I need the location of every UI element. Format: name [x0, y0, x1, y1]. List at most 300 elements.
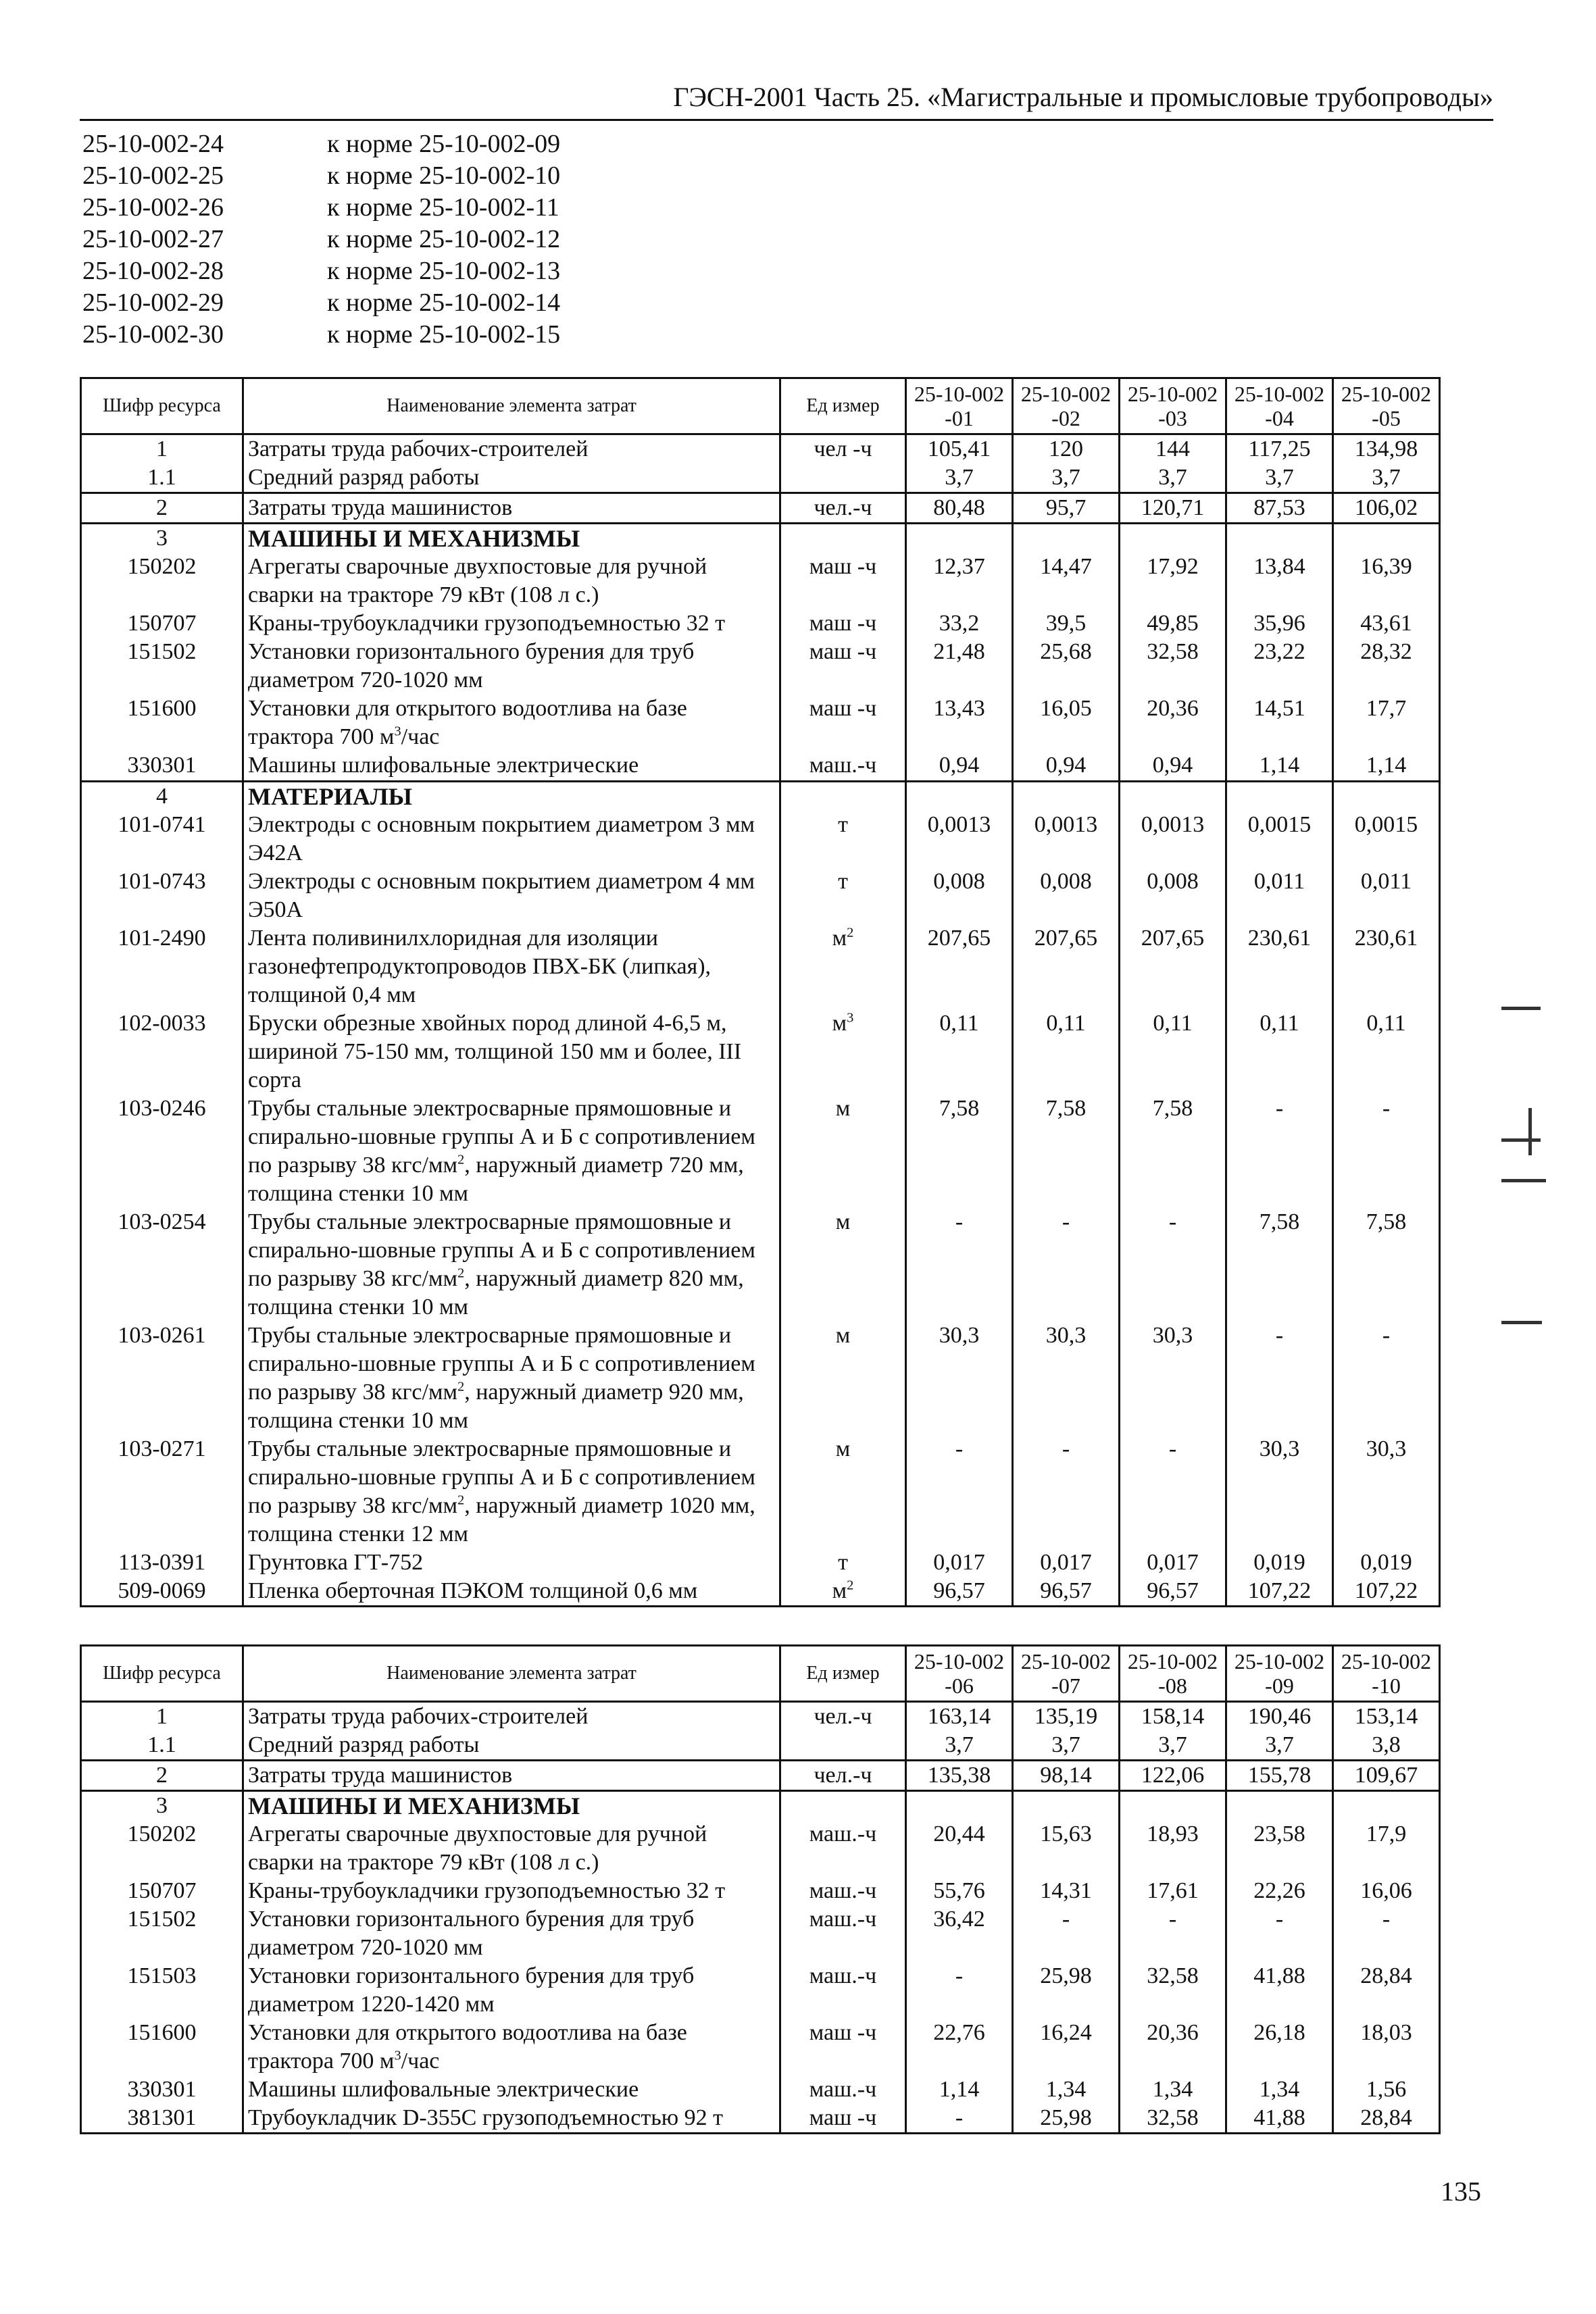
table-row	[81, 1761, 1440, 1791]
norm-value: 0,94	[906, 751, 1013, 781]
table-row	[81, 695, 1440, 751]
cost-element-name	[243, 1731, 780, 1761]
norm-value	[1226, 524, 1333, 553]
unit-text: т	[838, 868, 848, 894]
resource-code: 151502	[81, 1905, 243, 1962]
norm-value: 7,58	[1013, 1095, 1120, 1208]
cost-element-name	[243, 1761, 780, 1791]
resource-code: 151600	[81, 695, 243, 751]
resource-table-1	[80, 377, 1441, 1607]
name-tail: , наружный диаметр 820 мм, толщина стенки 10 мм	[248, 1265, 744, 1319]
unit-text: м	[835, 1095, 851, 1121]
unit-of-measure	[780, 1435, 906, 1549]
cost-element-name	[243, 2104, 780, 2134]
norm-value: 96,57	[1120, 1577, 1226, 1607]
norm-value: 1,14	[1333, 751, 1440, 781]
norm-value: -	[1013, 1905, 1120, 1962]
resource-code: 381301	[81, 2104, 243, 2134]
cost-element-name	[243, 1820, 780, 1877]
name-text: Трубы стальные электросварные прямошовные и спирально-шовные группы А и Б с сопротивлением по разрыву 38 кгс/мм	[248, 1209, 755, 1291]
cost-element-name	[243, 609, 780, 638]
table-row	[81, 2104, 1440, 2134]
reference-text: к норме 25-10-002-13	[327, 257, 561, 285]
cost-element-name	[243, 867, 780, 924]
norm-value: 0,008	[906, 867, 1013, 924]
reference-row	[82, 192, 560, 224]
unit-of-measure	[780, 493, 906, 524]
header-norm-column: 25-10-002-09	[1226, 1646, 1333, 1702]
cost-element-name	[243, 1009, 780, 1095]
name-text: Затраты труда рабочих-строителей	[248, 436, 589, 461]
norm-value: 22,76	[906, 2019, 1013, 2076]
name-text: Средний разряд работы	[248, 465, 480, 490]
norm-value: 16,39	[1333, 553, 1440, 609]
norm-value: 153,14	[1333, 1702, 1440, 1732]
unit-of-measure	[780, 867, 906, 924]
table-row	[81, 1577, 1440, 1607]
table-row	[81, 1549, 1440, 1577]
norm-value: 158,14	[1120, 1702, 1226, 1732]
unit-of-measure	[780, 1095, 906, 1208]
norm-value: 96,57	[906, 1577, 1013, 1607]
cost-element-name	[243, 1905, 780, 1962]
unit-of-measure	[780, 1905, 906, 1962]
norm-value	[906, 781, 1013, 811]
norm-value: 7,58	[1333, 1208, 1440, 1322]
norm-value: 0,11	[1333, 1009, 1440, 1095]
reference-row	[82, 160, 560, 192]
norm-value: 0,008	[1120, 867, 1226, 924]
norm-value: 33,2	[906, 609, 1013, 638]
unit-superscript: 2	[847, 1578, 854, 1593]
reference-code: 25-10-002-28	[82, 257, 224, 285]
cost-element-name	[243, 1322, 780, 1435]
unit-of-measure	[780, 1877, 906, 1905]
norm-value: 20,44	[906, 1820, 1013, 1877]
reference-row	[82, 287, 560, 319]
norm-value: 17,92	[1120, 553, 1226, 609]
norm-value	[1120, 781, 1226, 811]
norm-value	[1226, 781, 1333, 811]
table-row	[81, 493, 1440, 524]
unit-of-measure	[780, 609, 906, 638]
unit-superscript: 3	[847, 1010, 854, 1026]
cost-element-name	[243, 638, 780, 695]
reference-row	[82, 224, 560, 255]
scan-artifact	[1501, 1007, 1541, 1010]
norm-value: 17,7	[1333, 695, 1440, 751]
reference-text: к норме 25-10-002-12	[327, 225, 561, 253]
unit-text: маш.-ч	[809, 1963, 877, 1988]
norm-value: 117,25	[1226, 434, 1333, 464]
resource-code: 150707	[81, 609, 243, 638]
norm-value: 0,019	[1333, 1549, 1440, 1577]
name-text: Машины шлифовальные электрические	[248, 753, 639, 778]
norm-value: 13,43	[906, 695, 1013, 751]
header-norm-column: 25-10-002-02	[1013, 378, 1120, 434]
norm-value: 0,11	[906, 1009, 1013, 1095]
running-header: ГЭСН-2001 Часть 25. «Магистральные и промысловые трубопроводы»	[673, 82, 1493, 112]
norm-value: 3,7	[1333, 463, 1440, 493]
cost-element-name	[243, 1877, 780, 1905]
cost-element-name	[243, 2076, 780, 2104]
header-cost-element: Наименование элемента затрат	[243, 378, 780, 434]
norm-value: -	[1333, 1905, 1440, 1962]
resource-code: 103-0261	[81, 1322, 243, 1435]
scan-artifact	[1501, 1321, 1542, 1324]
header-row	[81, 1646, 1440, 1702]
norm-value: 30,3	[1226, 1435, 1333, 1549]
header-cost-element: Наименование элемента затрат	[243, 1646, 780, 1702]
unit-of-measure	[780, 811, 906, 867]
norm-value: 135,19	[1013, 1702, 1120, 1732]
reference-text: к норме 25-10-002-10	[327, 161, 561, 190]
norm-value: 15,63	[1013, 1820, 1120, 1877]
header-norm-column: 25-10-002-03	[1120, 378, 1226, 434]
reference-text: к норме 25-10-002-15	[327, 320, 561, 349]
unit-of-measure	[780, 524, 906, 553]
resource-code: 150202	[81, 553, 243, 609]
cost-element-name	[243, 493, 780, 524]
resource-code: 4	[81, 781, 243, 811]
cost-element-name	[243, 1702, 780, 1732]
unit-of-measure	[780, 2019, 906, 2076]
norm-value: 0,0013	[1120, 811, 1226, 867]
unit-of-measure	[780, 1791, 906, 1821]
name-text: Краны-трубоукладчики грузоподъемностью 32 т	[248, 611, 726, 636]
name-text: Пленка оберточная ПЭКОМ толщиной 0,6 мм	[248, 1578, 698, 1603]
norm-value: 0,11	[1013, 1009, 1120, 1095]
norm-value: 16,24	[1013, 2019, 1120, 2076]
resource-code: 150707	[81, 1877, 243, 1905]
norm-value: 20,36	[1120, 695, 1226, 751]
name-superscript: 2	[457, 1152, 465, 1167]
header-norm-column: 25-10-002-01	[906, 378, 1013, 434]
table-body	[81, 1702, 1440, 2134]
name-text: Трубы стальные электросварные прямошовные и спирально-шовные группы А и Б с сопротивлением по разрыву 38 кгс/мм	[248, 1095, 755, 1178]
norm-value	[1013, 524, 1120, 553]
norm-value: 17,61	[1120, 1877, 1226, 1905]
norm-value: 0,017	[906, 1549, 1013, 1577]
norm-value: 1,14	[906, 2076, 1013, 2104]
norm-value: 98,14	[1013, 1761, 1120, 1791]
norm-value: 230,61	[1333, 924, 1440, 1009]
resource-code: 101-0741	[81, 811, 243, 867]
section-row	[81, 1791, 1440, 1821]
resource-code: 1	[81, 434, 243, 464]
norm-value: 25,68	[1013, 638, 1120, 695]
norm-value: 14,31	[1013, 1877, 1120, 1905]
norm-value: 14,51	[1226, 695, 1333, 751]
cost-element-name	[243, 2019, 780, 2076]
norm-value: 0,011	[1226, 867, 1333, 924]
reference-text: к норме 25-10-002-09	[327, 130, 561, 158]
name-text: Установки горизонтального бурения для труб диаметром 720-1020 мм	[248, 1907, 695, 1960]
scan-artifact	[1528, 1108, 1532, 1155]
name-text: Установки горизонтального бурения для труб диаметром 720-1020 мм	[248, 639, 695, 693]
header-norm-column: 25-10-002-08	[1120, 1646, 1226, 1702]
header-rule	[80, 119, 1493, 121]
unit-text: маш -ч	[809, 696, 877, 721]
norm-value: -	[906, 1962, 1013, 2019]
norm-value: -	[1226, 1905, 1333, 1962]
unit-of-measure	[780, 1009, 906, 1095]
norm-value: 13,84	[1226, 553, 1333, 609]
unit-of-measure	[780, 1820, 906, 1877]
table-row	[81, 638, 1440, 695]
table-row	[81, 434, 1440, 464]
unit-text: м	[832, 1010, 847, 1036]
norm-value: -	[1333, 1322, 1440, 1435]
name-text: Бруски обрезные хвойных пород длиной 4-6,5 м, шириной 75-150 мм, толщиной 150 мм и более, III сорта	[248, 1010, 742, 1092]
norm-value	[1013, 781, 1120, 811]
norm-value: -	[1333, 1095, 1440, 1208]
norm-value: -	[906, 1208, 1013, 1322]
resource-code: 103-0271	[81, 1435, 243, 1549]
scan-artifact	[1501, 1138, 1541, 1142]
unit-text: маш -ч	[809, 639, 877, 664]
norm-value	[1120, 524, 1226, 553]
norm-value: 107,22	[1226, 1577, 1333, 1607]
table-header	[81, 1646, 1440, 1702]
norm-value: 25,98	[1013, 2104, 1120, 2134]
name-tail: , наружный диаметр 920 мм, толщина стенки 10 мм	[248, 1379, 744, 1433]
name-text: Грунтовка ГТ-752	[248, 1549, 424, 1575]
norm-value: 105,41	[906, 434, 1013, 464]
norm-value: 107,22	[1333, 1577, 1440, 1607]
norm-value: 3,7	[1226, 463, 1333, 493]
norm-value: 120,71	[1120, 493, 1226, 524]
norm-value: 1,34	[1226, 2076, 1333, 2104]
norm-value: 23,22	[1226, 638, 1333, 695]
norm-references	[82, 128, 560, 351]
unit-text: м	[835, 1322, 851, 1348]
resource-code: 3	[81, 1791, 243, 1821]
norm-value: 41,88	[1226, 2104, 1333, 2134]
norm-value: 30,3	[906, 1322, 1013, 1435]
norm-value	[1333, 781, 1440, 811]
resource-code: 102-0033	[81, 1009, 243, 1095]
norm-value: 28,84	[1333, 2104, 1440, 2134]
unit-text: чел -ч	[814, 436, 872, 461]
unit-text: маш -ч	[809, 2020, 877, 2045]
norm-value: -	[1226, 1322, 1333, 1435]
resource-code: 1	[81, 1702, 243, 1732]
reference-code: 25-10-002-25	[82, 161, 224, 190]
unit-of-measure	[780, 751, 906, 781]
name-text: Трубоукладчик D-355С грузоподъемностью 92 т	[248, 2105, 724, 2130]
cost-element-name	[243, 434, 780, 464]
table-row	[81, 553, 1440, 609]
unit-text: м	[835, 1436, 851, 1461]
norm-value: 120	[1013, 434, 1120, 464]
norm-value: 23,58	[1226, 1820, 1333, 1877]
section-row	[81, 781, 1440, 811]
section-row	[81, 524, 1440, 553]
cost-element-name	[243, 781, 780, 811]
unit-of-measure	[780, 2076, 906, 2104]
norm-value: -	[1013, 1435, 1120, 1549]
unit-of-measure	[780, 1761, 906, 1791]
norm-value: -	[1120, 1905, 1226, 1962]
norm-value: 28,32	[1333, 638, 1440, 695]
table-row	[81, 811, 1440, 867]
name-text: Затраты труда машинистов	[248, 495, 513, 520]
table-row	[81, 2076, 1440, 2104]
cost-element-name	[243, 1791, 780, 1821]
norm-value: 163,14	[906, 1702, 1013, 1732]
unit-of-measure	[780, 638, 906, 695]
norm-value: 22,26	[1226, 1877, 1333, 1905]
resource-code: 330301	[81, 2076, 243, 2104]
table-row	[81, 1435, 1440, 1549]
resource-code: 103-0246	[81, 1095, 243, 1208]
unit-of-measure	[780, 1731, 906, 1761]
norm-value: 26,18	[1226, 2019, 1333, 2076]
name-text: МАТЕРИАЛЫ	[248, 782, 412, 810]
norm-value: 0,0013	[906, 811, 1013, 867]
reference-code: 25-10-002-24	[82, 130, 224, 158]
name-tail: /час	[401, 2048, 440, 2073]
table-body	[81, 434, 1440, 1607]
resource-code: 151600	[81, 2019, 243, 2076]
resource-code: 330301	[81, 751, 243, 781]
table-row	[81, 1095, 1440, 1208]
resource-code: 101-0743	[81, 867, 243, 924]
unit-of-measure	[780, 463, 906, 493]
table-row	[81, 1731, 1440, 1761]
table-header	[81, 378, 1440, 434]
name-text: Электроды с основным покрытием диаметром 3 мм Э42А	[248, 811, 755, 865]
norm-value: 32,58	[1120, 638, 1226, 695]
reference-text: к норме 25-10-002-11	[327, 193, 559, 222]
norm-value	[1226, 1791, 1333, 1821]
unit-of-measure	[780, 781, 906, 811]
table-row	[81, 2019, 1440, 2076]
resource-code: 151502	[81, 638, 243, 695]
cost-element-name	[243, 1095, 780, 1208]
cost-element-name	[243, 553, 780, 609]
header-norm-column: 25-10-002-05	[1333, 378, 1440, 434]
norm-value: 36,42	[906, 1905, 1013, 1962]
norm-value: 25,98	[1013, 1962, 1120, 2019]
table-row	[81, 1208, 1440, 1322]
unit-of-measure	[780, 553, 906, 609]
table-row	[81, 609, 1440, 638]
norm-value: 106,02	[1333, 493, 1440, 524]
cost-element-name	[243, 1962, 780, 2019]
norm-value: 32,58	[1120, 1962, 1226, 2019]
resource-code: 1.1	[81, 463, 243, 493]
table-row	[81, 463, 1440, 493]
name-text: Краны-трубоукладчики грузоподъемностью 32 т	[248, 1878, 726, 1903]
header-row	[81, 378, 1440, 434]
norm-value: 0,0015	[1333, 811, 1440, 867]
name-superscript: 2	[457, 1379, 465, 1394]
unit-of-measure	[780, 1962, 906, 2019]
name-text: МАШИНЫ И МЕХАНИЗМЫ	[248, 525, 580, 552]
norm-value	[1333, 1791, 1440, 1821]
norm-value: 0,008	[1013, 867, 1120, 924]
norm-value: 96,57	[1013, 1577, 1120, 1607]
name-tail: /час	[401, 724, 440, 749]
unit-text: т	[838, 811, 848, 837]
norm-value: 109,67	[1333, 1761, 1440, 1791]
reference-code: 25-10-002-30	[82, 320, 224, 349]
unit-of-measure	[780, 434, 906, 464]
unit-of-measure	[780, 1322, 906, 1435]
reference-code: 25-10-002-26	[82, 193, 224, 222]
cost-element-name	[243, 1577, 780, 1607]
table-row	[81, 751, 1440, 781]
norm-value: 0,11	[1120, 1009, 1226, 1095]
resource-code: 113-0391	[81, 1549, 243, 1577]
scan-artifact	[1501, 1179, 1546, 1182]
norm-value: 207,65	[906, 924, 1013, 1009]
norm-value: 207,65	[1120, 924, 1226, 1009]
norm-value: 1,56	[1333, 2076, 1440, 2104]
table-row	[81, 867, 1440, 924]
cost-element-name	[243, 811, 780, 867]
norm-value: 21,48	[906, 638, 1013, 695]
norm-value: 43,61	[1333, 609, 1440, 638]
resource-code: 103-0254	[81, 1208, 243, 1322]
norm-value: 14,47	[1013, 553, 1120, 609]
name-text: Установки горизонтального бурения для труб диаметром 1220-1420 мм	[248, 1963, 695, 2017]
norm-value	[1333, 524, 1440, 553]
norm-value: 17,9	[1333, 1820, 1440, 1877]
norm-value: 3,7	[1120, 1731, 1226, 1761]
norm-value: -	[906, 1435, 1013, 1549]
name-text: МАШИНЫ И МЕХАНИЗМЫ	[248, 1792, 580, 1819]
norm-value: 0,94	[1120, 751, 1226, 781]
norm-value: 135,38	[906, 1761, 1013, 1791]
norm-value	[906, 524, 1013, 553]
norm-value: 0,0015	[1226, 811, 1333, 867]
norm-value: 0,0013	[1013, 811, 1120, 867]
unit-text: маш -ч	[809, 554, 877, 579]
norm-value: 7,58	[906, 1095, 1013, 1208]
norm-value: 95,7	[1013, 493, 1120, 524]
norm-value: 144	[1120, 434, 1226, 464]
table-row	[81, 1820, 1440, 1877]
resource-code: 3	[81, 524, 243, 553]
resource-code: 2	[81, 493, 243, 524]
cost-element-name	[243, 751, 780, 781]
table-row	[81, 1702, 1440, 1732]
unit-text: маш.-ч	[809, 1821, 877, 1846]
unit-text: чел.-ч	[814, 1704, 872, 1729]
norm-value: 7,58	[1120, 1095, 1226, 1208]
cost-element-name	[243, 1435, 780, 1549]
norm-value: 3,7	[1226, 1731, 1333, 1761]
resource-table-2	[80, 1644, 1441, 2134]
unit-text: маш.-ч	[809, 2077, 877, 2102]
unit-superscript: 2	[847, 925, 854, 940]
unit-of-measure	[780, 1549, 906, 1577]
unit-text: т	[838, 1549, 848, 1575]
page-number: 135	[1441, 2176, 1481, 2207]
norm-value: 1,34	[1120, 2076, 1226, 2104]
norm-value: 41,88	[1226, 1962, 1333, 2019]
unit-text: маш.-ч	[809, 753, 877, 778]
norm-value	[1013, 1791, 1120, 1821]
reference-text: к норме 25-10-002-14	[327, 288, 561, 317]
norm-value: 20,36	[1120, 2019, 1226, 2076]
norm-value: -	[1013, 1208, 1120, 1322]
reference-row	[82, 319, 560, 351]
resource-code: 151503	[81, 1962, 243, 2019]
